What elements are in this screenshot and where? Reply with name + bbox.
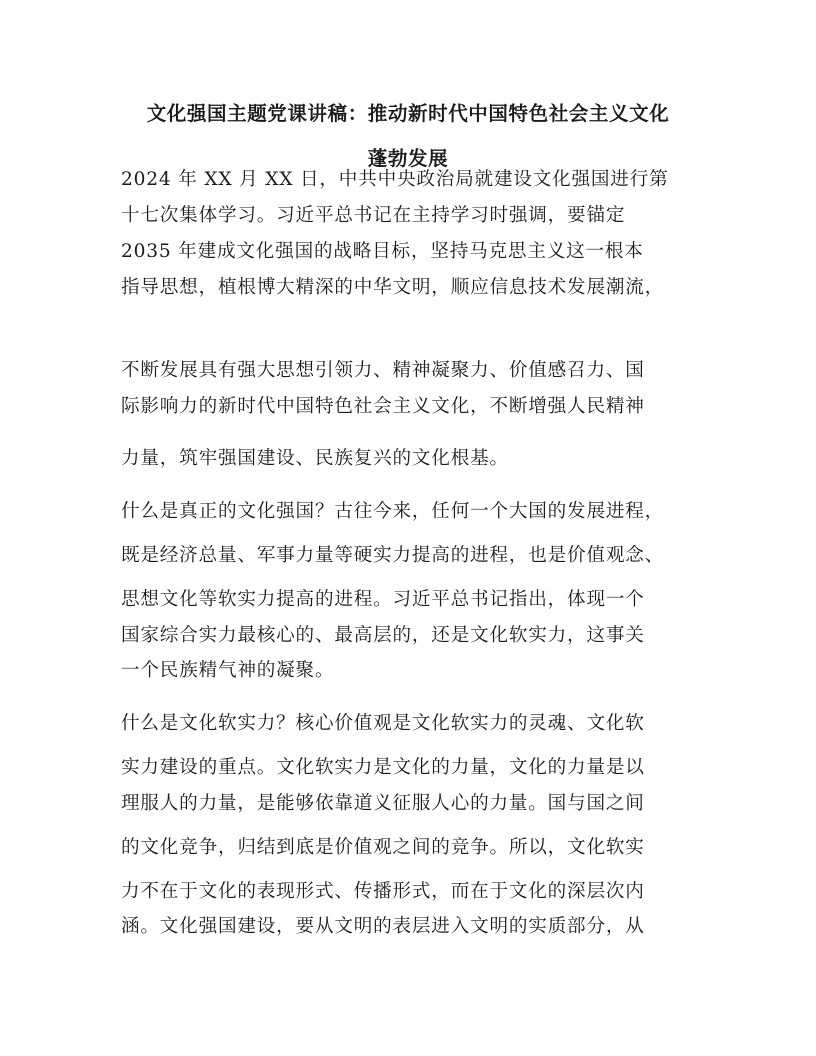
paragraph-line: 实力建设的重点。文化软实力是文化的力量，文化的力量是以 — [121, 757, 645, 778]
paragraph-line: 思想文化等软实力提高的进程。习近平总书记指出，体现一个 — [121, 589, 645, 610]
paragraph-line: 2024 年 XX 月 XX 日，中共中央政治局就建设文化强国进行第 — [121, 169, 669, 190]
paragraph-line: 什么是文化软实力？核心价值观是文化软实力的灵魂、文化软 — [121, 713, 645, 734]
document-title-line-1: 文化强国主题党课讲稿：推动新时代中国特色社会主义文化 — [146, 102, 670, 125]
paragraph-line: 的文化竞争，归结到底是价值观之间的竞争。所以，文化软实 — [121, 837, 645, 858]
paragraph-line: 理服人的力量，是能够依靠道义征服人心的力量。国与国之间 — [121, 793, 645, 814]
document-title-line-2: 蓬勃发展 — [367, 147, 449, 170]
paragraph-line: 不断发展具有强大思想引领力、精神凝聚力、价值感召力、国 — [121, 360, 645, 381]
paragraph-line: 国家综合实力最核心的、最高层的，还是文化软实力，这事关 — [121, 625, 645, 646]
paragraph-line: 力量，筑牢强国建设、民族复兴的文化根基。 — [121, 448, 509, 469]
paragraph-line: 什么是真正的文化强国？古往今来，任何一个大国的发展进程， — [121, 501, 665, 522]
paragraph-line: 既是经济总量、军事力量等硬实力提高的进程，也是价值观念、 — [121, 545, 665, 566]
paragraph-line: 十七次集体学习。习近平总书记在主持学习时强调，要锚定 — [121, 205, 626, 226]
paragraph-line: 2035 年建成文化强国的战略目标，坚持马克思主义这一根本 — [121, 241, 644, 262]
paragraph-line: 指导思想，植根博大精深的中华文明，顺应信息技术发展潮流， — [121, 277, 665, 298]
paragraph-line: 涵。文化强国建设，要从文明的表层进入文明的实质部分，从 — [121, 916, 645, 937]
paragraph-line: 力不在于文化的表现形式、传播形式，而在于文化的深层次内 — [121, 881, 645, 902]
paragraph-line: 际影响力的新时代中国特色社会主义文化，不断增强人民精神 — [121, 396, 645, 417]
paragraph-line: 一个民族精气神的凝聚。 — [121, 660, 335, 681]
